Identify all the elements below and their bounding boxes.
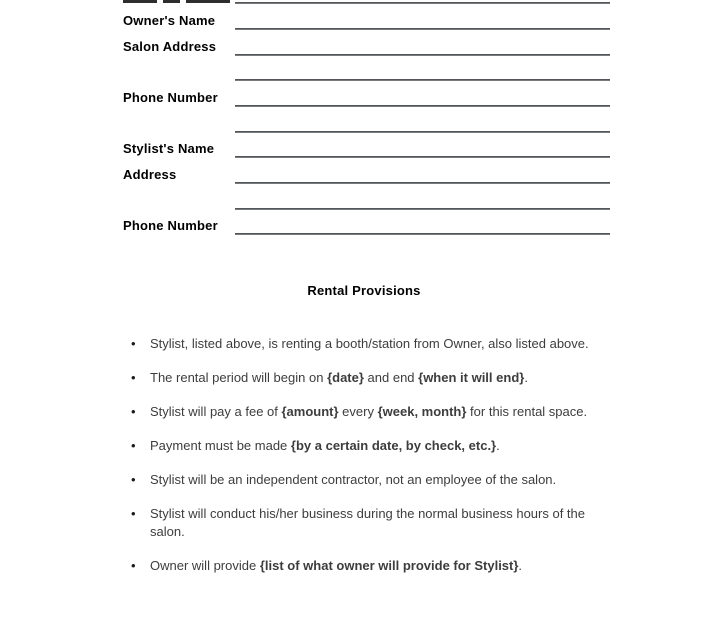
clipped-text-fragment (123, 0, 230, 3)
form-field-label: Phone Number (123, 218, 218, 233)
bullet-icon: • (131, 336, 136, 351)
form-field-blank-line (235, 79, 610, 81)
form-field-blank-line (235, 182, 610, 184)
provision-item (131, 505, 612, 541)
bullet-icon: • (131, 370, 136, 385)
provision-text: Stylist will be an independent contractor, not an employee of the salon. (150, 472, 557, 487)
bullet-icon: • (131, 558, 136, 573)
bullet-icon: • (131, 472, 136, 487)
provision-text: Owner will provide {list of what owner will provide for Stylist}. (150, 558, 523, 573)
provision-item (131, 557, 612, 575)
rental-provisions-list (131, 335, 612, 591)
provision-text: Payment must be made {by a certain date, by check, etc.}. (150, 438, 500, 453)
form-field-blank-line (235, 233, 610, 235)
bullet-icon: • (131, 438, 136, 453)
bullet-icon: • (131, 404, 136, 419)
provision-item (131, 403, 612, 421)
form-field-blank-line (235, 131, 610, 133)
form-field-label: Salon Address (123, 39, 217, 54)
form-field-blank-line (235, 156, 610, 158)
bullet-icon: • (131, 506, 136, 521)
provision-item (131, 369, 612, 387)
form-field-blank-line (235, 54, 610, 56)
provision-text: Stylist, listed above, is renting a booth/station from Owner, also listed above. (150, 336, 589, 351)
provision-item (131, 335, 612, 353)
form-field-blank-line (235, 208, 610, 210)
provision-item (131, 437, 612, 455)
provision-text: Stylist will pay a fee of {amount} every {week, month} for this rental space. (150, 404, 588, 419)
form-field-blank-line (235, 2, 610, 4)
form-field-label: Stylist's Name (123, 141, 215, 156)
form-field-label: Owner's Name (123, 13, 216, 28)
form-field-label: Phone Number (123, 90, 218, 105)
provision-text: The rental period will begin on {date} and end {when it will end}. (150, 370, 528, 385)
form-field-blank-line (235, 28, 610, 30)
form-field-blank-line (235, 105, 610, 107)
section-heading: Rental Provisions (307, 283, 421, 298)
provision-item (131, 471, 612, 489)
provision-text: Stylist will conduct his/her business during the normal business hours of the salon. (150, 506, 585, 539)
form-field-label: Address (123, 167, 177, 182)
